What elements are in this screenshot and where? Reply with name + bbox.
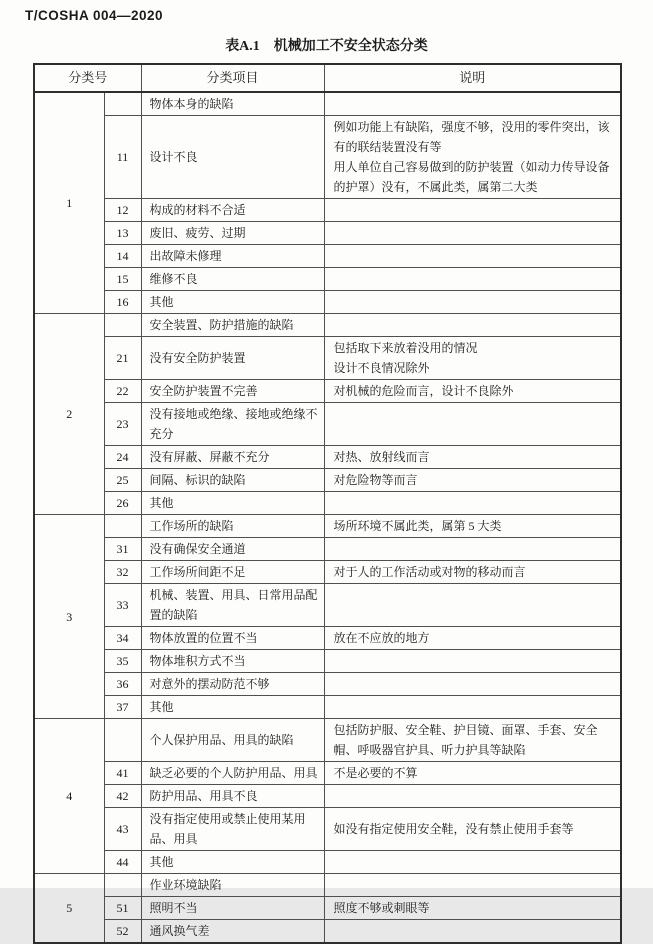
item-code: 42 xyxy=(104,785,141,808)
table-row xyxy=(34,897,621,920)
description-line: 照度不够或刺眼等 xyxy=(333,901,430,915)
table-row xyxy=(34,584,621,627)
section-number: 4 xyxy=(34,719,104,874)
item-code: 34 xyxy=(104,627,141,650)
table-row xyxy=(34,314,621,337)
item-description xyxy=(324,650,621,673)
table-row xyxy=(34,561,621,584)
item-name: 照明不当 xyxy=(141,897,324,920)
item-code: 14 xyxy=(104,245,141,268)
table-title: 表A.1 机械加工不安全状态分类 xyxy=(225,39,428,54)
item-description xyxy=(324,920,621,944)
item-name: 出故障未修理 xyxy=(141,245,324,268)
item-description xyxy=(324,808,621,851)
item-name: 设计不良 xyxy=(141,116,324,199)
table-row xyxy=(34,92,621,116)
table-row xyxy=(34,627,621,650)
item-name: 对意外的摆动防范不够 xyxy=(141,673,324,696)
description-line: 放在不应放的地方 xyxy=(333,631,430,645)
item-description xyxy=(324,538,621,561)
table-row xyxy=(34,920,621,944)
item-description xyxy=(324,291,621,314)
item-code: 24 xyxy=(104,446,141,469)
item-description xyxy=(324,245,621,268)
item-description xyxy=(324,515,621,538)
section-number: 1 xyxy=(34,92,104,314)
item-name: 缺乏必要的个人防护用品、用具 xyxy=(141,762,324,785)
item-code: 41 xyxy=(104,762,141,785)
table-body xyxy=(34,92,621,943)
item-name: 没有接地或绝缘、接地或绝缘不充分 xyxy=(141,403,324,446)
item-code: 15 xyxy=(104,268,141,291)
section-number: 3 xyxy=(34,515,104,719)
item-code: 31 xyxy=(104,538,141,561)
table-row xyxy=(34,469,621,492)
item-description xyxy=(324,492,621,515)
item-name: 废旧、疲劳、过期 xyxy=(141,222,324,245)
item-name: 作业环境缺陷 xyxy=(141,874,324,897)
item-code: 37 xyxy=(104,696,141,719)
item-description xyxy=(324,584,621,627)
item-code: 43 xyxy=(104,808,141,851)
item-name: 其他 xyxy=(141,851,324,874)
header-class-no: 分类号 xyxy=(34,64,141,92)
item-code xyxy=(104,874,141,897)
description-line: 对机械的危险而言，设计不良除外 xyxy=(333,384,514,398)
item-code: 25 xyxy=(104,469,141,492)
item-description xyxy=(324,627,621,650)
item-description xyxy=(324,92,621,116)
item-description xyxy=(324,222,621,245)
item-code: 44 xyxy=(104,851,141,874)
item-description xyxy=(324,874,621,897)
item-name: 间隔、标识的缺陷 xyxy=(141,469,324,492)
item-code xyxy=(104,515,141,538)
table-row xyxy=(34,380,621,403)
item-name: 安全装置、防护措施的缺陷 xyxy=(141,314,324,337)
item-description xyxy=(324,469,621,492)
description-line: 包括取下来放着没用的情况 xyxy=(333,341,478,355)
item-description xyxy=(324,673,621,696)
item-name: 没有屏蔽、屏蔽不充分 xyxy=(141,446,324,469)
item-name: 通风换气差 xyxy=(141,920,324,944)
item-name: 构成的材料不合适 xyxy=(141,199,324,222)
item-description xyxy=(324,446,621,469)
table-row xyxy=(34,808,621,851)
table-row xyxy=(34,222,621,245)
item-description xyxy=(324,785,621,808)
item-code: 33 xyxy=(104,584,141,627)
description-line: 对危险物等而言 xyxy=(333,473,418,487)
section-number: 5 xyxy=(34,874,104,944)
table-row xyxy=(34,719,621,762)
item-code: 51 xyxy=(104,897,141,920)
item-code xyxy=(104,719,141,762)
item-code: 22 xyxy=(104,380,141,403)
table-row xyxy=(34,403,621,446)
item-code: 11 xyxy=(104,116,141,199)
item-code: 35 xyxy=(104,650,141,673)
item-description xyxy=(324,337,621,380)
table-row xyxy=(34,199,621,222)
item-name: 物体放置的位置不当 xyxy=(141,627,324,650)
item-description xyxy=(324,380,621,403)
description-line: 场所环境不属此类，属第 5 大类 xyxy=(333,519,502,533)
doc-number: T/COSHA 004—2020 xyxy=(25,8,164,23)
table-row xyxy=(34,785,621,808)
item-description xyxy=(324,696,621,719)
table-row xyxy=(34,245,621,268)
item-code: 16 xyxy=(104,291,141,314)
item-code: 23 xyxy=(104,403,141,446)
classification-table xyxy=(33,63,622,944)
table-row xyxy=(34,116,621,199)
table-row xyxy=(34,291,621,314)
description-line: 如没有指定使用安全鞋，没有禁止使用手套等 xyxy=(333,822,574,836)
description-line: 设计不良情况除外 xyxy=(333,361,430,375)
table-row xyxy=(34,538,621,561)
item-description xyxy=(324,851,621,874)
item-code: 12 xyxy=(104,199,141,222)
header-item: 分类项目 xyxy=(141,64,324,92)
table-row xyxy=(34,337,621,380)
item-code: 32 xyxy=(104,561,141,584)
item-name: 其他 xyxy=(141,696,324,719)
item-name: 工作场所间距不足 xyxy=(141,561,324,584)
item-description xyxy=(324,199,621,222)
description-line: 对热、放射线而言 xyxy=(333,450,430,464)
item-name: 其他 xyxy=(141,291,324,314)
item-code: 21 xyxy=(104,337,141,380)
item-description xyxy=(324,897,621,920)
table-row xyxy=(34,851,621,874)
table-row xyxy=(34,515,621,538)
table-row xyxy=(34,650,621,673)
header-row xyxy=(34,64,621,92)
item-name: 维修不良 xyxy=(141,268,324,291)
item-name: 防护用品、用具不良 xyxy=(141,785,324,808)
item-code xyxy=(104,314,141,337)
item-name: 个人保护用品、用具的缺陷 xyxy=(141,719,324,762)
item-description xyxy=(324,561,621,584)
table-row xyxy=(34,492,621,515)
item-description xyxy=(324,403,621,446)
table-row xyxy=(34,268,621,291)
description-line: 不是必要的不算 xyxy=(333,766,418,780)
item-description xyxy=(324,314,621,337)
description-line: 对于人的工作活动或对物的移动而言 xyxy=(333,565,526,579)
description-line: 例如功能上有缺陷，强度不够，没用的零件突出，该有的联结装置没有等 xyxy=(333,120,610,154)
header-description: 说明 xyxy=(324,64,621,92)
section-number: 2 xyxy=(34,314,104,515)
item-code: 26 xyxy=(104,492,141,515)
item-code: 13 xyxy=(104,222,141,245)
table-row xyxy=(34,446,621,469)
item-name: 没有指定使用或禁止使用某用品、用具 xyxy=(141,808,324,851)
item-description xyxy=(324,719,621,762)
item-name: 没有安全防护装置 xyxy=(141,337,324,380)
table-row xyxy=(34,874,621,897)
table-row xyxy=(34,696,621,719)
table-row xyxy=(34,762,621,785)
item-name: 其他 xyxy=(141,492,324,515)
item-name: 工作场所的缺陷 xyxy=(141,515,324,538)
item-description xyxy=(324,762,621,785)
item-name: 没有确保安全通道 xyxy=(141,538,324,561)
item-code: 52 xyxy=(104,920,141,944)
item-name: 物体本身的缺陷 xyxy=(141,92,324,116)
description-line: 用人单位自己容易做到的防护装置（如动力传导设备的护罩）没有，不属此类，属第二大类 xyxy=(333,160,610,194)
item-name: 安全防护装置不完善 xyxy=(141,380,324,403)
table-row xyxy=(34,673,621,696)
item-code xyxy=(104,92,141,116)
item-description xyxy=(324,116,621,199)
item-code: 36 xyxy=(104,673,141,696)
item-description xyxy=(324,268,621,291)
item-name: 物体堆积方式不当 xyxy=(141,650,324,673)
description-line: 包括防护服、安全鞋、护目镜、面罩、手套、安全帽、呼吸器官护具、听力护具等缺陷 xyxy=(333,723,598,757)
item-name: 机械、装置、用具、日常用品配置的缺陷 xyxy=(141,584,324,627)
